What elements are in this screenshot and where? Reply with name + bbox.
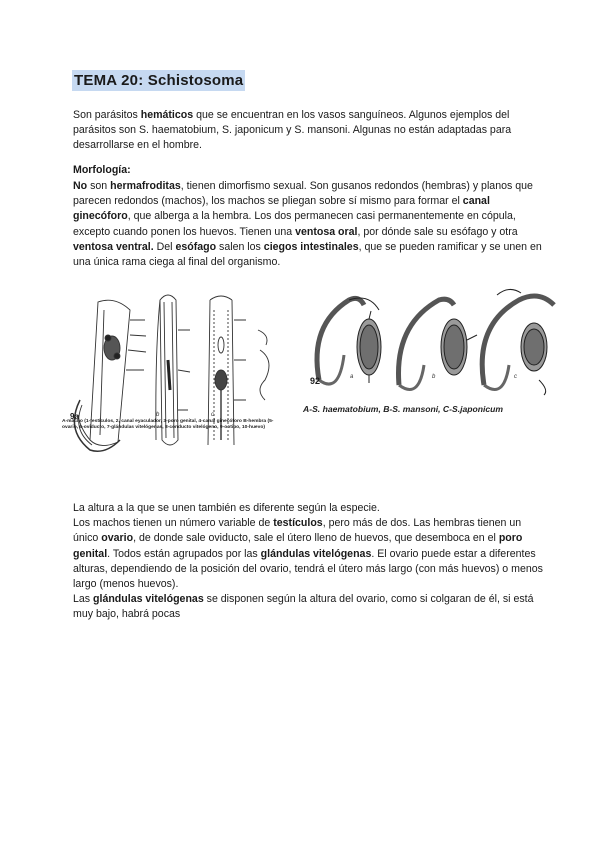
bold-term: ovario (101, 532, 134, 545)
text-span: , que se pueden ramificar y se unen en una única rama ciega al final del organismo. (73, 240, 542, 269)
text-span: Los machos tienen un número variable de (73, 517, 274, 530)
text-span: , pero más de dos. Las hembras tienen un único (73, 517, 522, 545)
bold-term: glándulas vitelógenas (260, 547, 372, 560)
bold-term: ventosa oral (295, 225, 358, 238)
bold-term: ventosa ventral. (73, 240, 154, 253)
page-title: TEMA 20: Schistosoma (74, 72, 244, 89)
text-span: Las (73, 593, 94, 606)
text-span: , que alberga a la hembra. Los dos permanecen casi permanentemente en cópula, excepto cuando ponen los huevos. Tienen una (73, 210, 516, 238)
text-span: que se encuentran en los vasos sanguíneos. Algunos ejemplos del parásitos son S. haematobium, S. japonicum y S. mansoni. Algunas no están adaptadas para desarrollarse en el hombre. (73, 109, 512, 152)
species-figure (299, 285, 564, 455)
text-span: , tienen dimorfismo sexual. Son gusanos redondos (hembras) y planos que parecen redondos (machos), los machos se pliegan sobre sí mismo para formar el (73, 180, 533, 208)
figure-label: b (156, 412, 160, 418)
morphology-paragraph (73, 179, 543, 270)
bold-term: No (73, 180, 88, 192)
text-span: se disponen según la altura del ovario, como si colgaran de él, si está muy bajo, habrá pocas (73, 593, 534, 621)
bold-term: esófago (175, 240, 217, 253)
text-span: Del (153, 240, 176, 253)
bold-term: poro genital (73, 532, 523, 560)
figure-label: c (211, 412, 214, 418)
intro-paragraph (73, 108, 543, 154)
species-paragraph (73, 501, 543, 623)
figure-number: 9a (70, 412, 79, 421)
figure-label: a (350, 374, 354, 380)
bold-term: testículos (273, 517, 323, 530)
bold-term: glándulas vitelógenas (93, 593, 204, 606)
figure-label: c (514, 374, 517, 380)
text-span: son (87, 180, 111, 192)
text-span: . El ovario puede estar a diferentes alturas, dependiendo de la posición del ovario, tendrá el útero más largo (con más huevos) o menos largo (menos huevos). (73, 547, 543, 591)
morphology-heading: Morfología: (73, 164, 131, 176)
bold-term: hemáticos (140, 109, 194, 121)
text-span: La altura a la que se unen también es diferente según la especie. (73, 502, 380, 514)
figure-caption: A-macho (1-testículos, 2, canal eyaculador, 3-poro genital, 4-canal ginecóforo B-hembra (5-ovario, 6-oviducto, 7-glándulas vitelógenas, 8-conducto vitelógeno, 9-ootipo, 10-huevo) (62, 419, 274, 431)
species-drawing (299, 285, 564, 455)
figure-label: b (432, 374, 436, 380)
figure-caption: A-S. haematobium, B-S. mansoni, C-S.japonicum (303, 404, 504, 414)
text-span: . Todos están agrupados por las (107, 547, 261, 560)
bold-term: hermafroditas (110, 180, 181, 192)
text-span: , de donde sale oviducto, sale el útero lleno de huevos, que desemboca en el (133, 532, 499, 545)
text-span: Son parásitos (73, 109, 141, 121)
bold-term: ciegos intestinales (263, 240, 359, 253)
bold-term: canal ginecóforo (73, 195, 490, 223)
text-span: , por dónde sale su esófago y otra (357, 225, 518, 238)
text-span: salen los (216, 240, 264, 253)
figure-number: 92 (310, 376, 321, 386)
